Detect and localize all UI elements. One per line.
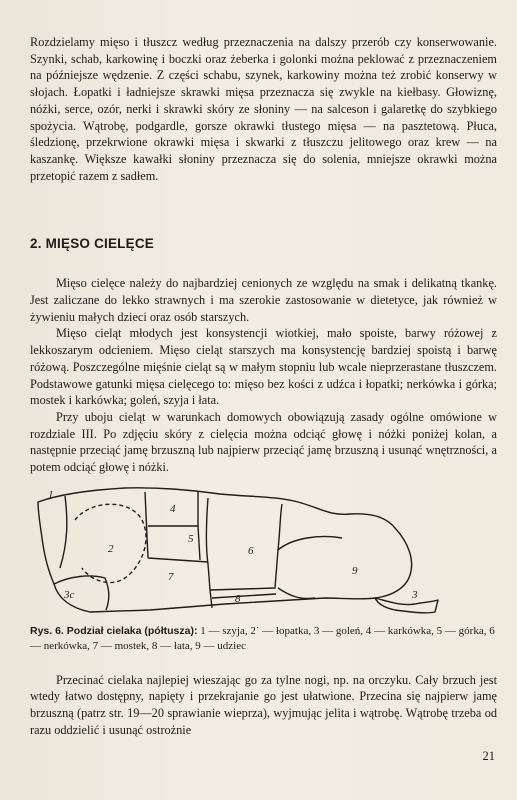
cut-line-e bbox=[207, 498, 211, 590]
cut-line-neck bbox=[60, 496, 67, 568]
cut-line-a bbox=[145, 492, 148, 558]
paragraph-veal-2: Mięso cieląt młodych jest konsystencji wiotkiej, mało spoiste, barwy różowej z lekkoszarym odcieniem. Mięso cieląt starszych ma konsystencję bardziej spoistą i barwę różową. Poszczególne mięśnie cieląt są w małym stopniu lub wcale nieprzerastane tłuszczem. Podstawowe gatunki mięsa cielęcego to: mięso bez kości z udźca i łopatki; nerkówka i górka; mostek i karkówka; goleń, szyja i łata. bbox=[30, 326, 497, 408]
cut-line-i bbox=[54, 576, 109, 610]
cut-line-c bbox=[198, 526, 200, 560]
cut-line-f bbox=[210, 504, 282, 590]
figure-caption-label: Rys. 6. Podział cielaka (półtusza): bbox=[30, 624, 198, 637]
cut-line-k bbox=[212, 594, 276, 598]
cut-number-labels bbox=[48, 489, 418, 605]
cut-label-5: 5 bbox=[188, 532, 194, 545]
cut-line-g bbox=[278, 536, 342, 550]
paragraph-veal-3: Przy uboju cieląt w warunkach domowych obowiązują zasady ogólne omówione w rozdziale III. Po zdjęciu skóry z cielęcia można odciąć głowę i nóżki poniżej kolan, a następnie przeciąć jamę brzuszną lub najpierw przeciąć jamę brzuszną i usunąć wnętrzności, a potem odciąć głowę i nóżki. bbox=[30, 409, 497, 475]
paragraph-bottom: Przecinać cielaka najlepiej wieszając go za tylne nogi, np. na orczyku. Cały brzuch jest wtedy łatwo dostępny, napięty i przekrajanie go jest ułatwione. Przecina się najpierw jamę brzuszną (patrz str. 19—20 sprawianie wieprza), wyjmując jelita i wątrobę. Wątrobę trzeba od razu oddzielić i usunąć ostrożnie bbox=[30, 672, 497, 737]
cut-label-6: 6 bbox=[248, 544, 254, 557]
cut-label-8: 8 bbox=[235, 592, 241, 605]
cut-label-7: 7 bbox=[168, 570, 174, 583]
page-number: 21 bbox=[482, 749, 495, 763]
veal-carcass-diagram bbox=[30, 480, 497, 620]
cut-line-h bbox=[278, 588, 315, 599]
paragraph-veal-1: Mięso cielęce należy do najbardziej cenionych ze względu na smak i delikatną tkankę. Jest zaliczane do lekko strawnych i ma szerokie zastosowanie w dietetyce, jak również w żywieniu małych dzieci oraz osób starszych. bbox=[30, 276, 497, 324]
cut-label-3: 3 bbox=[412, 588, 418, 601]
cut-label-2: 2 bbox=[108, 542, 114, 555]
shank-outline bbox=[375, 598, 438, 613]
figure-caption-text: 1 — szyja, 2˙ — łopatka, 3 — goleń, 4 — karkówka, 5 — górka, 6 — nerkówka, 7 — mostek, 8 — łata, 9 — udziec bbox=[30, 624, 495, 652]
cut-label-1: 1 bbox=[48, 488, 54, 501]
cut-label-4: 4 bbox=[170, 502, 176, 515]
veal-cuts-figure bbox=[30, 480, 497, 620]
figure-caption bbox=[30, 624, 497, 654]
cut-label-9: 9 bbox=[352, 564, 358, 577]
cut-label-3c: 3c bbox=[64, 588, 75, 601]
paragraph-intro: Rozdzielamy mięso i tłuszcz według przeznaczenia na dalszy przerób czy konserwowanie. Szynki, schab, karkowinę i boczki oraz żeberka i golonki można peklować z przeznaczeniem na późniejsze wędzenie. Z części schabu, szynek, karkowiny można też zrobić konserwy w słojach. Łopatki i ładniejsze skrawki mięsa przeznacza się zwykle na kiełbasy. Głowiznę, nóżki, serce, ozór, nerki i skrawki skóry ze słoniny — na salceson i galaretkę do szybkiego spożycia. Wątrobę, podgardle, gorsze okrawki tłustego mięsa — na pasztetową. Płuca, śledzionę, przekrwione okrawki mięsa i skwarki z tłuszczu jelitowego oraz krew — na kaszankę. Większe kawałki słoniny przeznacza się do solenia, mniejsze okrawki można przetopić razem z sadłem. bbox=[30, 35, 497, 183]
cut-line-d bbox=[148, 558, 208, 562]
section-title: 2. MIĘSO CIELĘCE bbox=[30, 236, 154, 252]
